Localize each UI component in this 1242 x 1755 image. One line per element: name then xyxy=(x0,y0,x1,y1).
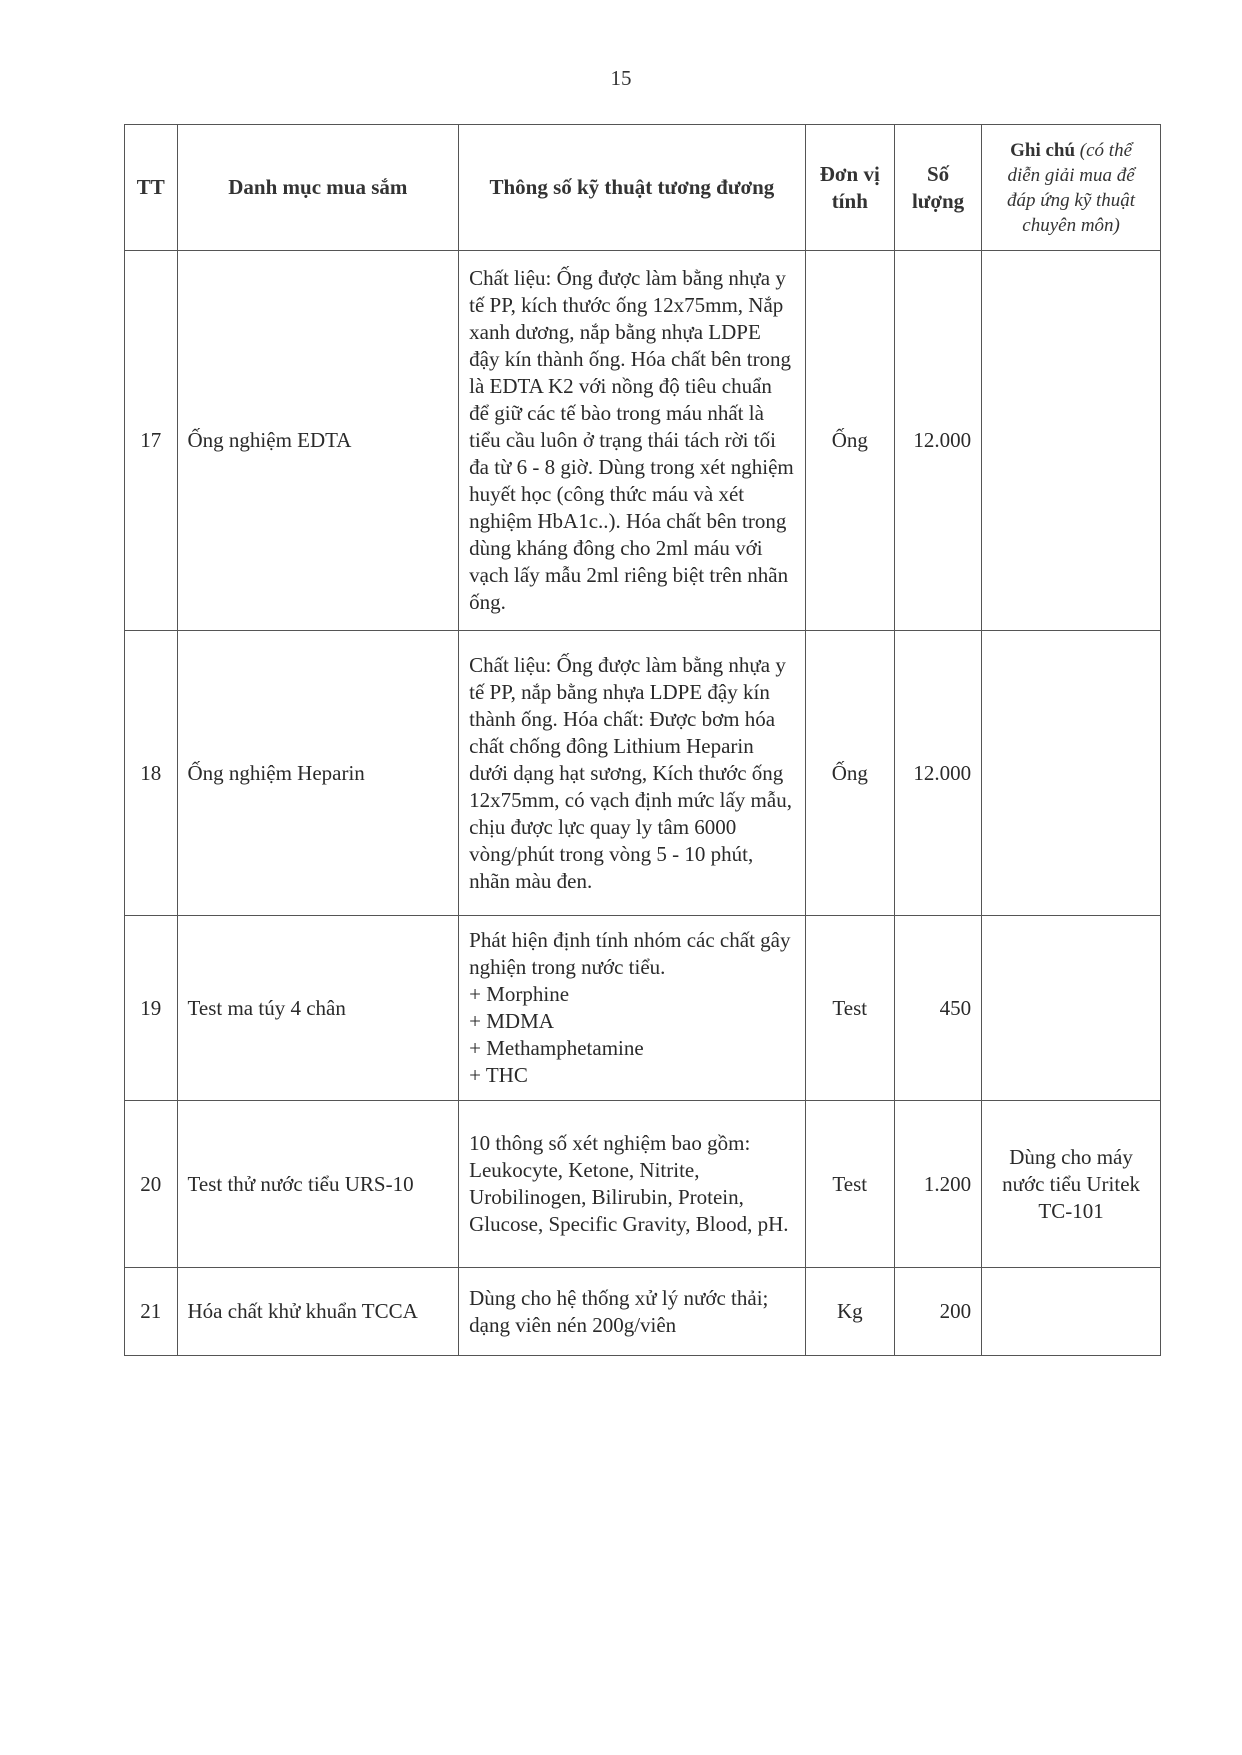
row-number: 17 xyxy=(125,251,178,631)
header-unit: Đơn vị tính xyxy=(805,125,894,251)
procurement-table xyxy=(124,124,1161,1356)
item-spec xyxy=(459,631,805,916)
spec-line: + THC xyxy=(469,1063,528,1087)
header-tt: TT xyxy=(125,125,178,251)
row-number: 18 xyxy=(125,631,178,916)
spec-line: + MDMA xyxy=(469,1009,554,1033)
table-row xyxy=(125,631,1161,916)
item-spec xyxy=(459,1268,805,1356)
header-qty: Số lượng xyxy=(894,125,981,251)
spec-line: 10 thông số xét nghiệm bao gồm: Leukocyte, Ketone, Nitrite, Urobilinogen, Bilirubin, Protein, Glucose, Specific Gravity, Blood, pH. xyxy=(469,1131,789,1236)
item-name: Ống nghiệm EDTA xyxy=(177,251,459,631)
table-body xyxy=(125,251,1161,1356)
item-unit: Test xyxy=(805,916,894,1101)
spec-line: + Morphine xyxy=(469,982,570,1006)
row-number: 21 xyxy=(125,1268,178,1356)
spec-line: + Methamphetamine xyxy=(469,1036,644,1060)
item-quantity: 12.000 xyxy=(894,631,981,916)
item-quantity: 1.200 xyxy=(894,1101,981,1268)
spec-line: Chất liệu: Ống được làm bằng nhựa y tế PP, nắp bằng nhựa LDPE đậy kín thành ống. Hóa chất: Được bơm hóa chất chống đông Lithium Heparin dưới dạng hạt sương, Kích thước ống 12x75mm, có vạch định mức lấy mẫu, chịu được lực quay ly tâm 6000 vòng/phút trong vòng 5 - 10 phút, nhãn màu đen. xyxy=(469,652,792,893)
item-spec xyxy=(459,1101,805,1268)
item-quantity: 450 xyxy=(894,916,981,1101)
item-spec xyxy=(459,916,805,1101)
table-row xyxy=(125,1268,1161,1356)
spec-line: Dùng cho hệ thống xử lý nước thải; dạng viên nén 200g/viên xyxy=(469,1285,769,1337)
item-quantity: 12.000 xyxy=(894,251,981,631)
row-number: 19 xyxy=(125,916,178,1101)
item-name: Test thử nước tiểu URS-10 xyxy=(177,1101,459,1268)
table-row xyxy=(125,251,1161,631)
item-name: Ống nghiệm Heparin xyxy=(177,631,459,916)
item-unit: Ống xyxy=(805,251,894,631)
item-quantity: 200 xyxy=(894,1268,981,1356)
item-note xyxy=(982,916,1161,1101)
row-number: 20 xyxy=(125,1101,178,1268)
item-unit: Test xyxy=(805,1101,894,1268)
header-note xyxy=(982,125,1161,251)
table-row xyxy=(125,1101,1161,1268)
spec-line: Chất liệu: Ống được làm bằng nhựa y tế PP, kích thước ống 12x75mm, Nắp xanh dương, nắp bằng nhựa LDPE đậy kín thành ống. Hóa chất bên trong là EDTA K2 với nồng độ tiêu chuẩn để giữ các tế bào trong máu nhất là tiểu cầu luôn ở trạng thái tách rời tối đa từ 6 - 8 giờ. Dùng trong xét nghiệm huyết học (công thức máu và xét nghiệm HbA1c..). Hóa chất bên trong dùng kháng đông cho 2ml máu với vạch lấy mẫu 2ml riêng biệt trên nhãn ống. xyxy=(469,266,794,614)
item-spec xyxy=(459,251,805,631)
header-item: Danh mục mua sắm xyxy=(177,125,459,251)
header-note-italic: (có thể diễn giải mua để đáp ứng kỹ thuật chuyên môn) xyxy=(1007,139,1136,236)
table-header-row xyxy=(125,125,1161,251)
item-name: Hóa chất khử khuẩn TCCA xyxy=(177,1268,459,1356)
item-note xyxy=(982,1268,1161,1356)
header-note-title: Ghi chú xyxy=(1010,139,1076,161)
page-number: 15 xyxy=(610,66,632,90)
item-note xyxy=(982,251,1161,631)
item-note: Dùng cho máy nước tiểu Uritek TC-101 xyxy=(982,1101,1161,1268)
header-spec: Thông số kỹ thuật tương đương xyxy=(459,125,805,251)
item-unit: Ống xyxy=(805,631,894,916)
item-unit: Kg xyxy=(805,1268,894,1356)
spec-line: Phát hiện định tính nhóm các chất gây nghiện trong nước tiểu. xyxy=(469,928,791,979)
item-name: Test ma túy 4 chân xyxy=(177,916,459,1101)
item-note xyxy=(982,631,1161,916)
table-row xyxy=(125,916,1161,1101)
